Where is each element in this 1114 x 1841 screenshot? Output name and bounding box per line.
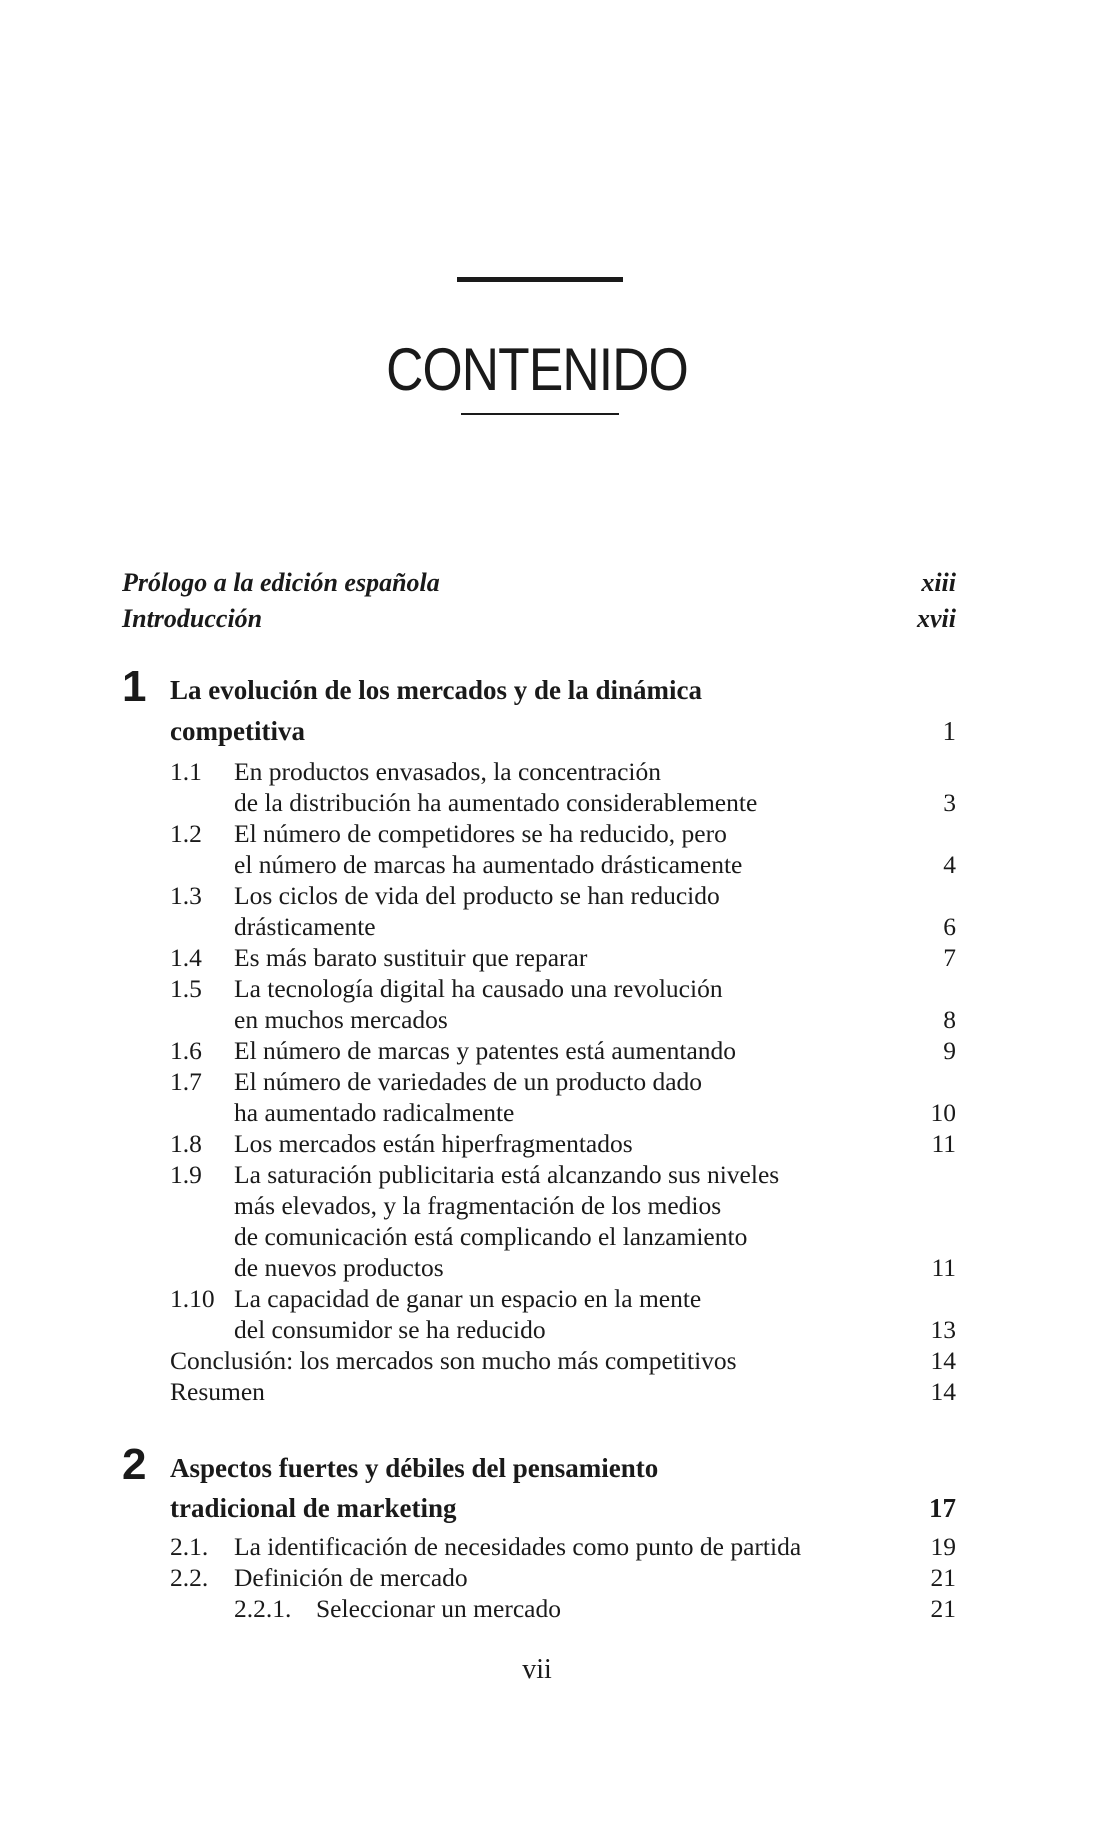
toc-entry-label: Introducción	[122, 604, 263, 633]
section-title-line: ha aumentado radicalmente	[234, 1098, 515, 1127]
chapter-title-line: tradicional de marketing	[170, 1493, 457, 1523]
section-title-line: La tecnología digital ha causado una revolución	[234, 974, 723, 1003]
section-page: 21	[930, 1563, 956, 1592]
chapter-title-line: Aspectos fuertes y débiles del pensamiento	[170, 1453, 659, 1483]
toc-entry-prologo	[0, 568, 1114, 598]
entry-page: 14	[930, 1377, 956, 1406]
toc-entry-page: xvii	[917, 604, 956, 633]
section-number: 1.8	[170, 1129, 202, 1158]
section-number: 1.4	[170, 943, 202, 972]
page-title: CONTENIDO	[386, 336, 688, 403]
section-title-line: El número de marcas y patentes está aumentando	[234, 1036, 737, 1065]
toc-section	[0, 1129, 1114, 1159]
chapter-1-heading-cont	[0, 716, 1114, 746]
section-page: 9	[943, 1036, 956, 1065]
toc-section	[0, 974, 1114, 1004]
subsection-number: 2.2.1.	[234, 1594, 292, 1623]
section-number: 1.5	[170, 974, 202, 1003]
title-rule	[461, 413, 619, 415]
toc-section-cont	[0, 850, 1114, 880]
chapter-page: 1	[942, 716, 956, 746]
section-title-line: drásticamente	[234, 912, 376, 941]
section-number: 1.7	[170, 1067, 202, 1096]
toc-section	[0, 757, 1114, 787]
toc-section-cont	[0, 788, 1114, 818]
section-page: 13	[930, 1315, 956, 1344]
toc-section	[0, 881, 1114, 911]
chapter-2-heading-cont	[0, 1493, 1114, 1523]
toc-section-cont	[0, 912, 1114, 942]
section-page: 10	[930, 1098, 956, 1127]
section-title-line: de la distribución ha aumentado considerablemente	[234, 788, 758, 817]
chapter-title-line: competitiva	[170, 716, 305, 746]
toc-section	[0, 1532, 1114, 1562]
toc-resumen	[0, 1377, 1114, 1407]
subsection-page: 21	[930, 1594, 956, 1623]
section-title-line: en muchos mercados	[234, 1005, 448, 1034]
page-number: vii	[522, 1654, 552, 1685]
section-title-line: Los mercados están hiperfragmentados	[234, 1129, 633, 1158]
toc-section	[0, 1067, 1114, 1097]
section-title-line: más elevados, y la fragmentación de los medios	[234, 1191, 722, 1220]
section-number: 1.9	[170, 1160, 202, 1189]
section-title-line: El número de variedades de un producto dado	[234, 1067, 703, 1096]
toc-entry-label: Prólogo a la edición española	[122, 568, 440, 597]
toc-section	[0, 943, 1114, 973]
toc-section-cont	[0, 1222, 1114, 1252]
top-rule	[457, 277, 623, 282]
section-title-line: de nuevos productos	[234, 1253, 444, 1282]
section-title-line: El número de competidores se ha reducido, pero	[234, 819, 727, 848]
section-page: 7	[943, 943, 956, 972]
section-title-line: La capacidad de ganar un espacio en la mente	[234, 1284, 702, 1313]
section-page: 11	[931, 1253, 956, 1282]
section-number: 2.2.	[170, 1563, 209, 1592]
section-title-line: Definición de mercado	[234, 1563, 468, 1592]
toc-conclusion	[0, 1346, 1114, 1376]
toc-section	[0, 1563, 1114, 1593]
toc-section	[0, 1160, 1114, 1190]
section-title-line: Los ciclos de vida del producto se han reducido	[234, 881, 720, 910]
subsection-title-line: Seleccionar un mercado	[316, 1594, 561, 1623]
section-number: 1.10	[170, 1284, 215, 1313]
chapter-page: 17	[929, 1493, 956, 1523]
toc-section-cont	[0, 1315, 1114, 1345]
toc-section-cont	[0, 1191, 1114, 1221]
chapter-number: 1	[122, 662, 147, 711]
section-page: 8	[943, 1005, 956, 1034]
section-title-line: de comunicación está complicando el lanzamiento	[234, 1222, 748, 1251]
section-title-line: La saturación publicitaria está alcanzando sus niveles	[234, 1160, 780, 1189]
toc-section-cont	[0, 1098, 1114, 1128]
section-title-line: el número de marcas ha aumentado drásticamente	[234, 850, 743, 879]
chapter-title-line: La evolución de los mercados y de la dinámica	[170, 675, 703, 705]
toc-section	[0, 1284, 1114, 1314]
section-page: 4	[943, 850, 956, 879]
toc-subsection	[0, 1594, 1114, 1624]
section-title-line: Es más barato sustituir que reparar	[234, 943, 588, 972]
toc-section	[0, 1036, 1114, 1066]
section-page: 19	[930, 1532, 956, 1561]
section-number: 2.1.	[170, 1532, 209, 1561]
chapter-1-heading	[0, 662, 1114, 711]
section-page: 6	[943, 912, 956, 941]
toc-entry-introduccion	[0, 604, 1114, 634]
section-title-line: La identificación de necesidades como punto de partida	[234, 1532, 802, 1561]
chapter-number: 2	[122, 1440, 147, 1489]
toc-section-cont	[0, 1253, 1114, 1283]
section-number: 1.6	[170, 1036, 202, 1065]
section-number: 1.2	[170, 819, 202, 848]
section-page: 11	[931, 1129, 956, 1158]
section-title-line: del consumidor se ha reducido	[234, 1315, 546, 1344]
toc-section	[0, 819, 1114, 849]
section-number: 1.3	[170, 881, 202, 910]
entry-title: Resumen	[170, 1377, 265, 1406]
entry-title: Conclusión: los mercados son mucho más competitivos	[170, 1346, 737, 1375]
section-number: 1.1	[170, 757, 202, 786]
section-title-line: En productos envasados, la concentración	[234, 757, 661, 786]
chapter-2-heading	[0, 1440, 1114, 1489]
toc-section-cont	[0, 1005, 1114, 1035]
entry-page: 14	[930, 1346, 956, 1375]
toc-entry-page: xiii	[921, 568, 956, 597]
section-page: 3	[943, 788, 956, 817]
